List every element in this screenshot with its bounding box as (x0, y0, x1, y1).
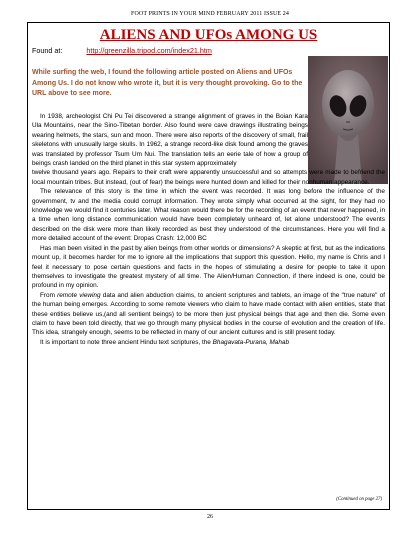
remote-viewing-term: remote viewing (57, 291, 101, 299)
running-header: FOOT PRINTS IN YOUR MIND FEBRUARY 2011 ISSUE 24 (131, 11, 289, 17)
editor-intro: While surfing the web, I found the following article posted on Aliens and UFOs Among Us. I do not know who wrote it, but it is very thought provoking. Go to the URL above to see more. (32, 69, 303, 97)
paragraph-4: From remote viewing data and alien abduction claims, to ancient scriptures and tablets, an image of the "true nature" of the human being emerges. According to some remote viewers who claim to have made contact with alien entities, state that these entities believe us,(and all sentient beings) to be more then just physical beings that age and then die. Some even claim to have been told directly, that we go through many physical bodies in the course of evolution and the creation of life. This idea, strangely enough, seems to be reflected in many of our ancient cultures and is still present today. (32, 291, 385, 337)
article-title: ALIENS AND UFOs AMONG US (99, 27, 318, 43)
page-number: 26 (207, 514, 213, 520)
source-link[interactable]: http://greenzilla.tripod.com/index21.htm (86, 46, 212, 55)
continued-note: (Continued on page 27) (336, 497, 382, 502)
article-body (32, 112, 385, 347)
paragraph-2: The relevance of this story is the time in which the event was recorded. It was long before the influence of the government, tv and the media could corrupt information. They wrote simply what occurred at the sight, for they had no knowledge we would find it centuries later. What reason would there be for the recording of an event that never happened, in a time when long distance communication would have been completely unheard of, let alone understood? The events described on the disk were more than likely recorded as best they understood of the circumstances. Here you will find a more detailed account of the event: Dropas Crash: 12,000 BC (32, 188, 385, 243)
scripture-title: Bhagavata-Purana, Mahab (212, 338, 290, 346)
paragraph-1b: twelve thousand years ago. Repairs to their craft were apparently unsuccessful and so attempts were made to befriend the local mountain tribes. But instead, (out of fear) the beings were hunted down and killed for their nonhuman appearance. (32, 169, 385, 186)
paragraph-1a: In 1938, archeologist Chi Pu Tei discovered a strange alignment of graves in the Boian Kara Ula Mountains, near the Sino-Tibetan border. Also found were cave drawings illustrating beings wearing helmets, the stars, sun and moon. There were also reports of the discovery of small, frail skeletons with unusually large skulls. In 1962, a strange record-like disk found among the graves was translated by professor Tsum Um Nui. The translation tells an eerie tale of how a group of beings crash landed on the third planet in this star system approximately (32, 113, 308, 168)
found-label: Found at: (32, 46, 63, 55)
paragraph-3: Has man been visited in the past by alien beings from other worlds or dimensions? A skeptic at first, but as the indications mount up, it becomes harder for me to ignore all the implications that support this question. Hello, my name is Chris and I feel it necessary to pose certain questions and facts in the hopes of stimulating a desire for people to take it upon themselves to investigate the greatest mystery of all time. The Alien/Human Connection, if there indeed is one, could be profound in my opinion. (32, 244, 385, 290)
paragraph-5: It is important to note three ancient Hindu text scriptures, the Bhagavata-Purana, Mahab (40, 338, 290, 346)
source-line (32, 46, 212, 55)
